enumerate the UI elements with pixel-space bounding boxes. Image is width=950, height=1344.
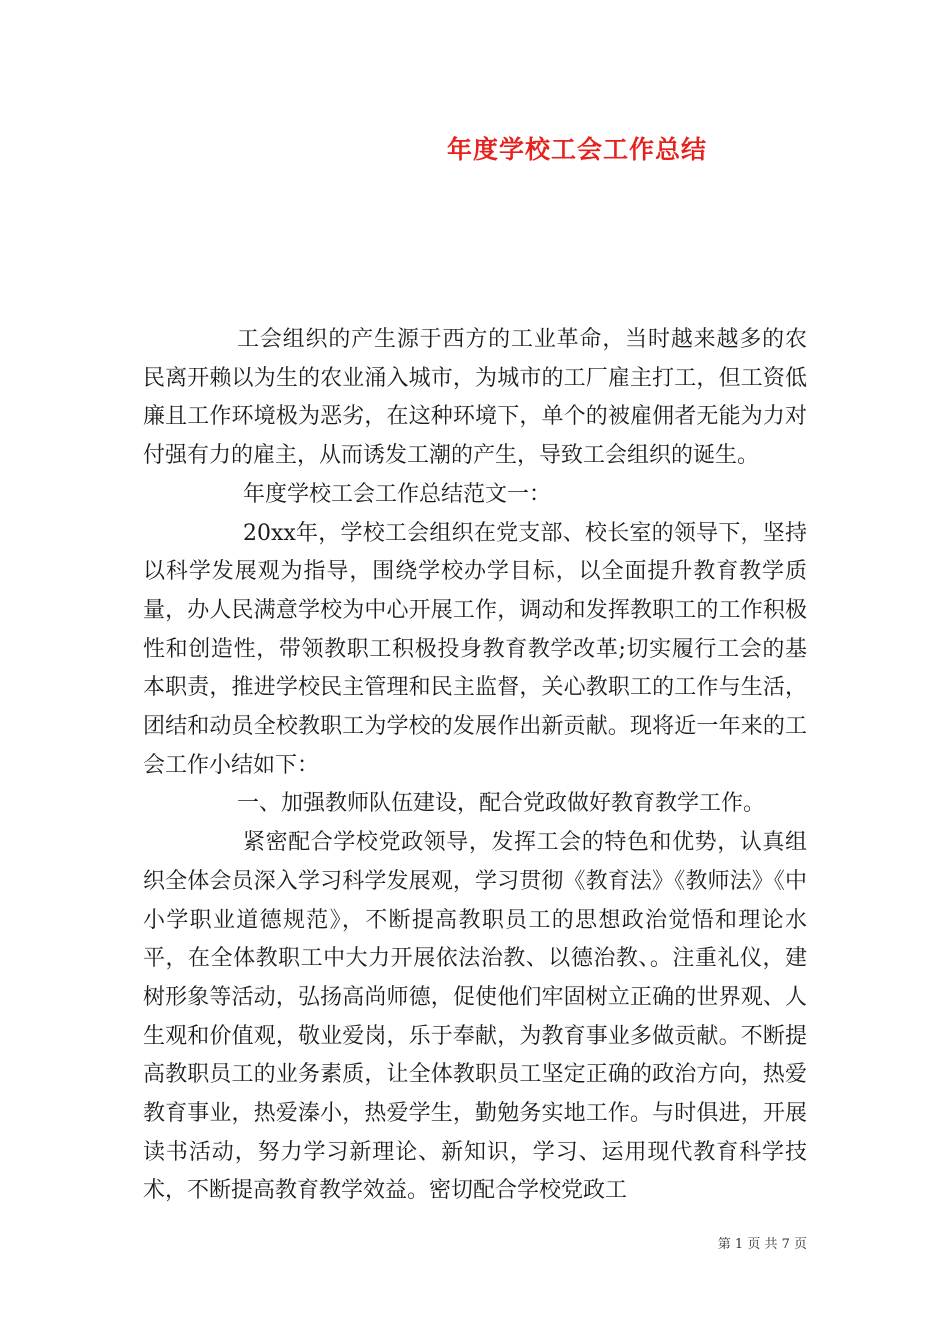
paragraph-intro: 工会组织的产生源于西方的工业革命，当时越来越多的农民离开赖以为生的农业涌入城市，为城市的工厂雇主打工，但工资低廉且工作环境极为恶劣，在这种环境下，单个的被雇佣者无能为力对付强有力的雇主，从而诱发工潮的产生，导致工会组织的诞生。 xyxy=(143,327,807,469)
page-number-footer: 第 1 页 共 7 页 xyxy=(717,1237,807,1252)
page-title: 年度学校工会工作总结 xyxy=(447,135,708,164)
section-heading-1: 一、加强教师队伍建设，配合党政做好教育教学工作。 xyxy=(237,791,766,817)
paragraph-section-1: 紧密配合学校党政领导，发挥工会的特色和优势，认真组织全体会员深入学习科学发展观，学习贯彻《教育法》《教师法》《中小学职业道德规范》，不断提高教职员工的思想政治觉悟和理论水平，在全体教职工中大力开展依法治教、以德治教、。注重礼仪，建树形象等活动，弘扬高尚师德，促使他们牢固树立正确的世界观、人生观和价值观，敬业爱岗，乐于奉献，为教育事业多做贡献。不断提高教职员工的业务素质，让全体教职员工坚定正确的政治方向，热爱教育事业，热爱溱小，热爱学生，勤勉务实地工作。与时俱进，开展读书活动，努力学习新理论、新知识，学习、运用现代教育科学技术，不断提高教育教学效益。密切配合学校党政工 xyxy=(143,830,807,1204)
document-body xyxy=(143,321,807,1211)
paragraph-summary: 20xx年，学校工会组织在党支部、校长室的领导下，坚持以科学发展观为指导，围绕学校办学目标，以全面提升教育教学质量，办人民满意学校为中心开展工作，调动和发挥教职工的工作积极性和创造性，带领教职工积极投身教育教学改革;切实履行工会的基本职责，推进学校民主管理和民主监督，关心教职工的工作与生活，团结和动员全校教职工为学校的发展作出新贡献。现将近一年来的工会工作小结如下： xyxy=(143,520,807,778)
paragraph-sample-heading: 年度学校工会工作总结范文一： xyxy=(243,481,552,507)
